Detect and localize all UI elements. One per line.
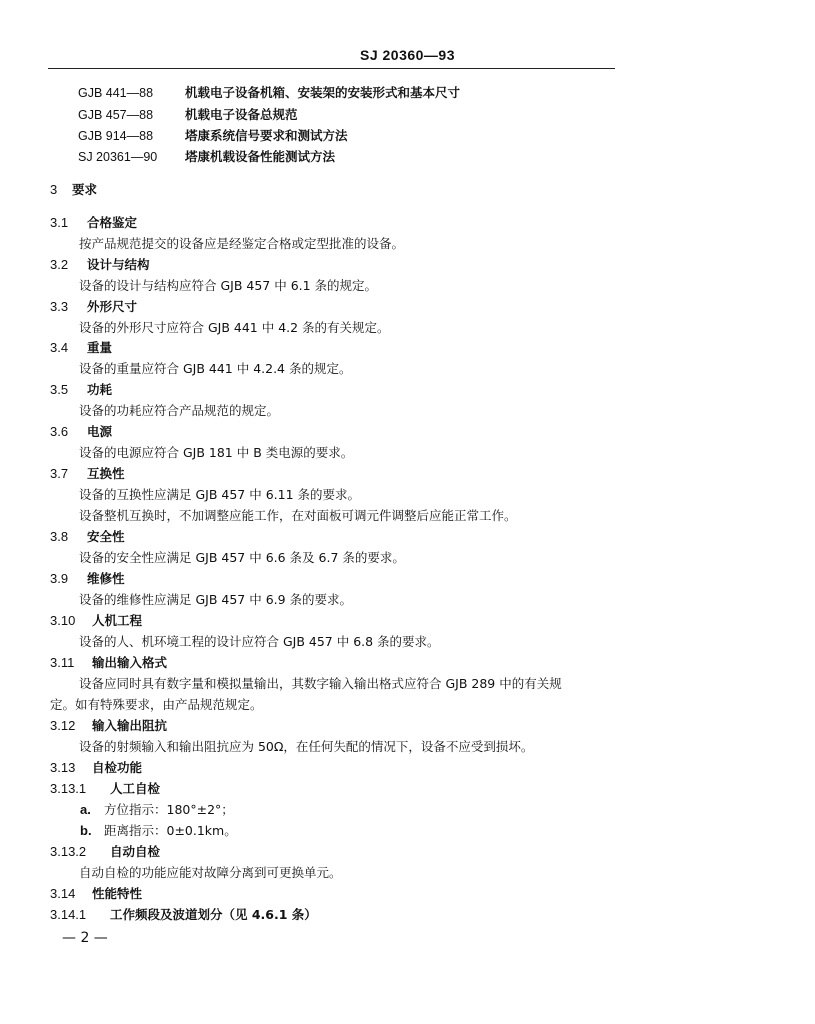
clause-number: 3.4 bbox=[50, 340, 69, 355]
clause-title: 电源 bbox=[87, 424, 113, 439]
reference-title: 塔康机载设备性能测试方法 bbox=[185, 149, 336, 164]
clause-number: 3.13 bbox=[50, 760, 76, 775]
clause-body: 设备的射频输入和输出阻抗应为 50Ω，在任何失配的情况下，设备不应受到损坏。 bbox=[79, 739, 534, 754]
clause-number: 3.9 bbox=[50, 571, 69, 586]
clause-body-continuation: 定。如有特殊要求，由产品规范规定。 bbox=[50, 697, 263, 712]
clause-title: 互换性 bbox=[87, 466, 125, 481]
header-rule bbox=[48, 68, 615, 69]
clause-number: 3.10 bbox=[50, 613, 76, 628]
clause-title: 外形尺寸 bbox=[87, 299, 138, 314]
clause-body: 设备整机互换时，不加调整应能工作，在对面板可调元件调整后应能正常工作。 bbox=[79, 508, 517, 523]
page-number: — 2 — bbox=[62, 930, 108, 946]
clause-body: 设备的电源应符合 GJB 181 中 B 类电源的要求。 bbox=[79, 445, 354, 460]
clause-number: 3.13.2 bbox=[50, 844, 87, 859]
list-marker: b. bbox=[80, 823, 92, 838]
clause-title: 功耗 bbox=[87, 382, 113, 397]
clause-title: 重量 bbox=[87, 340, 113, 355]
clause-number: 3.11 bbox=[50, 655, 75, 670]
clause-title: 合格鉴定 bbox=[87, 215, 138, 230]
clause-number: 3.6 bbox=[50, 424, 69, 439]
clause-body: 按产品规范提交的设备应是经鉴定合格或定型批准的设备。 bbox=[79, 236, 405, 251]
clause-title: 工作频段及波道划分（见 4.6.1 条） bbox=[110, 907, 317, 922]
clause-title: 输出输入格式 bbox=[92, 655, 168, 670]
clause-title: 人工自检 bbox=[110, 781, 161, 796]
clause-title: 人机工程 bbox=[92, 613, 143, 628]
clause-body: 设备的维修性应满足 GJB 457 中 6.9 条的要求。 bbox=[79, 592, 353, 607]
clause-title: 输入输出阻抗 bbox=[92, 718, 168, 733]
clause-number: 3.12 bbox=[50, 718, 76, 733]
clause-title: 性能特性 bbox=[92, 886, 143, 901]
clause-number: 3.14 bbox=[50, 886, 76, 901]
clause-number: 3.3 bbox=[50, 299, 69, 314]
clause-title: 自检功能 bbox=[92, 760, 143, 775]
reference-code: GJB 441—88 bbox=[78, 86, 154, 100]
list-marker: a. bbox=[80, 802, 91, 817]
section-number: 3 bbox=[50, 182, 58, 197]
reference-title: 塔康系统信号要求和测试方法 bbox=[185, 128, 348, 143]
document-code-header: SJ 20360—93 bbox=[359, 47, 456, 63]
reference-code: GJB 914—88 bbox=[78, 129, 154, 143]
clause-title: 自动自检 bbox=[110, 844, 161, 859]
clause-number: 3.7 bbox=[50, 466, 69, 481]
clause-number: 3.13.1 bbox=[50, 781, 87, 796]
clause-title: 设计与结构 bbox=[87, 257, 150, 272]
clause-body: 设备应同时具有数字量和模拟量输出，其数字输入输出格式应符合 GJB 289 中的有关规 bbox=[79, 676, 562, 691]
clause-number: 3.8 bbox=[50, 529, 69, 544]
clause-number: 3.14.1 bbox=[50, 907, 87, 922]
reference-code: SJ 20361—90 bbox=[78, 150, 158, 164]
clause-body: 设备的安全性应满足 GJB 457 中 6.6 条及 6.7 条的要求。 bbox=[79, 550, 405, 565]
section-title: 要求 bbox=[72, 182, 98, 197]
clause-body: 自动自检的功能应能对故障分离到可更换单元。 bbox=[79, 865, 342, 880]
clause-number: 3.1 bbox=[50, 215, 69, 230]
clause-title: 安全性 bbox=[87, 529, 125, 544]
reference-title: 机载电子设备机箱、安装架的安装形式和基本尺寸 bbox=[185, 85, 461, 100]
clause-number: 3.2 bbox=[50, 257, 69, 272]
clause-body: 设备的功耗应符合产品规范的规定。 bbox=[79, 403, 280, 418]
clause-body: 设备的人、机环境工程的设计应符合 GJB 457 中 6.8 条的要求。 bbox=[79, 634, 440, 649]
list-text: 距离指示：0±0.1km。 bbox=[104, 823, 237, 838]
clause-body: 设备的外形尺寸应符合 GJB 441 中 4.2 条的有关规定。 bbox=[79, 320, 390, 335]
reference-code: GJB 457—88 bbox=[78, 108, 154, 122]
clause-body: 设备的设计与结构应符合 GJB 457 中 6.1 条的规定。 bbox=[79, 278, 378, 293]
reference-title: 机载电子设备总规范 bbox=[185, 107, 298, 122]
list-text: 方位指示：180°±2°； bbox=[104, 802, 234, 817]
clause-body: 设备的互换性应满足 GJB 457 中 6.11 条的要求。 bbox=[79, 487, 361, 502]
clause-number: 3.5 bbox=[50, 382, 69, 397]
clause-title: 维修性 bbox=[87, 571, 125, 586]
clause-body: 设备的重量应符合 GJB 441 中 4.2.4 条的规定。 bbox=[79, 361, 352, 376]
